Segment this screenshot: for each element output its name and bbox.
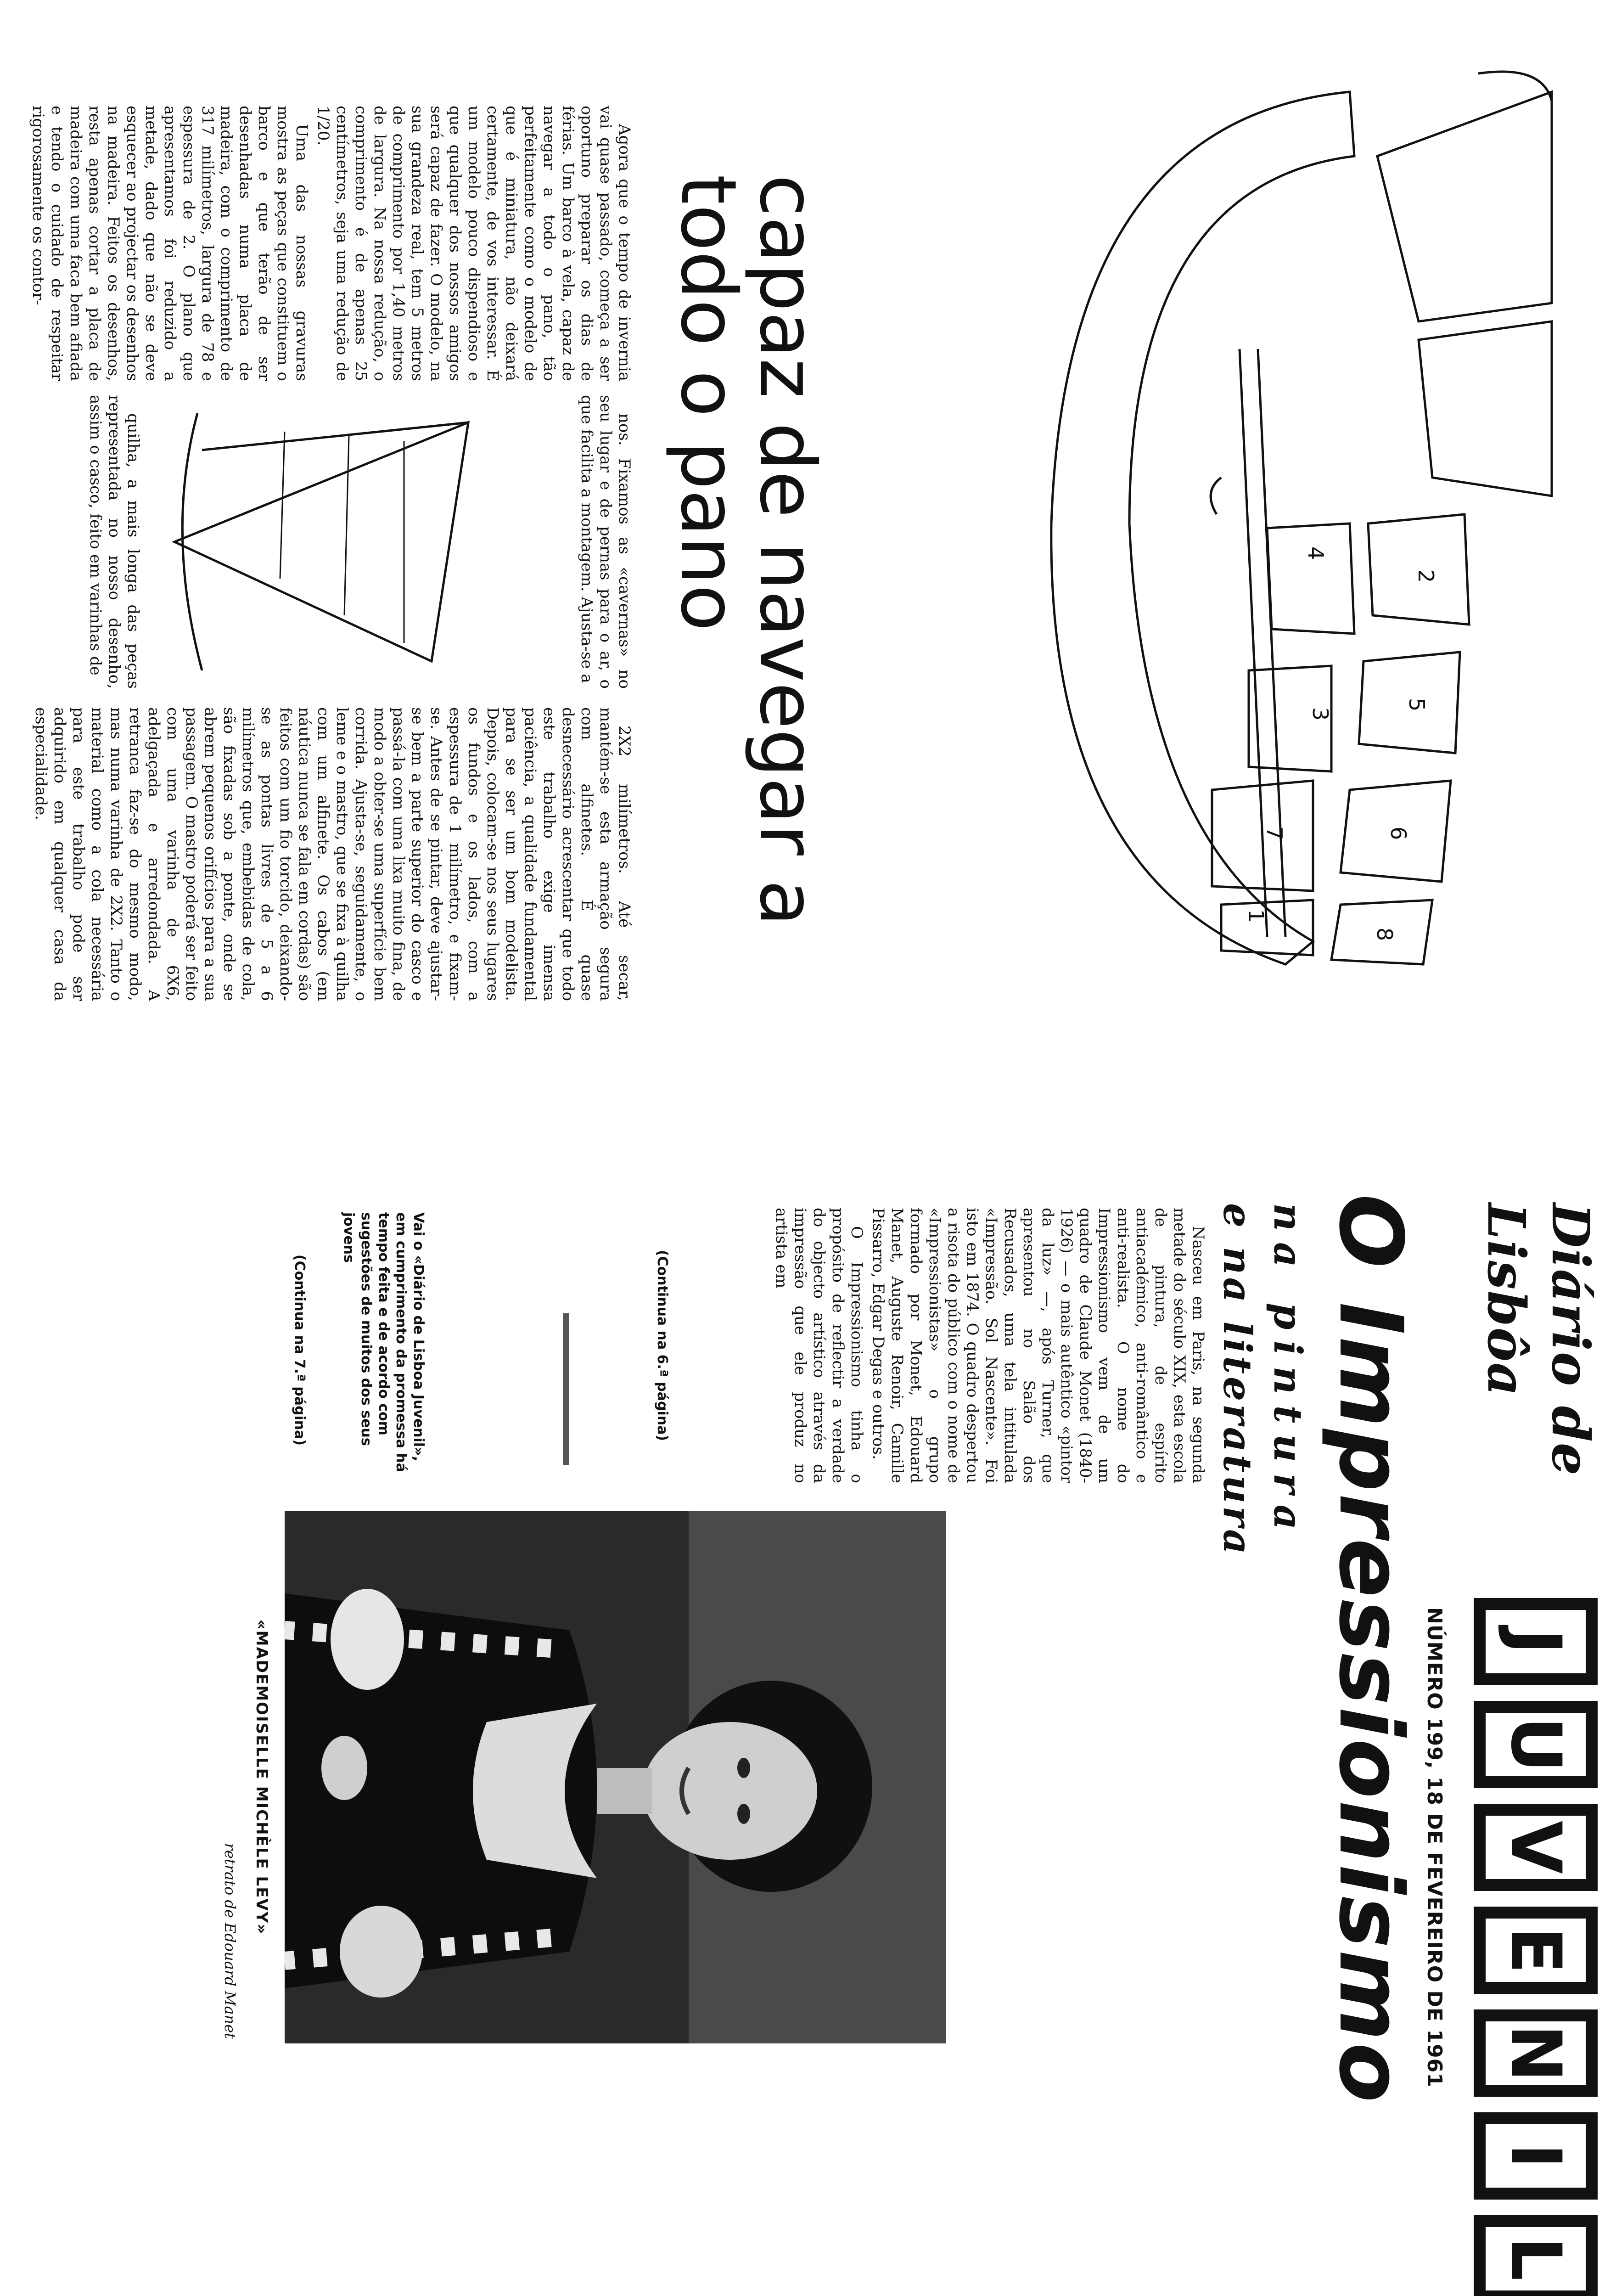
section-letter: V [1474, 1804, 1598, 1891]
masthead-title: Diário de Lisbôa [1476, 1203, 1600, 1477]
part-number: 6 [1386, 827, 1411, 840]
promo-paragraph: Vai o «Diário de Lisboa Juvenil», em cumprimento da promessa há tempo feita e de acordo com sugestões de muitos dos seus jovens [341, 1212, 426, 1473]
paragraph: Nasceu em Paris, na segunda metade do século XIX, esta escola de pintura, de espírito antiacadémico, anti-romântico e anti-realista. O nome do Impressionismo vem de um quadro de Claude Monet (1840-1926) — o mais autêntico «pintor da luz» —, após Turner, que apresentou no Salão dos Recusados, uma tela intitulada «Impressão. Sol Nascente». Foi isto em 1874. O quadro despertou a risota do público com o nome de «Impressionistas» o grupo formado por Monet, Edouard Manet, Auguste Renoir, Camille Pissarro, Edgar Degas e outros. [869, 1208, 1207, 1483]
portrait-illustration [285, 1511, 946, 2043]
continued-note: (Continua na 6.ª página) [654, 1249, 670, 1441]
section-letter: J [1474, 1598, 1598, 1685]
section-letter: I [1474, 2112, 1598, 2200]
section-letter: E [1474, 1907, 1598, 1994]
impressionism-subhead-literature: e na literatura [1215, 1203, 1260, 1557]
impressionism-subhead-painting: na pintura [1265, 1203, 1311, 1541]
paragraph: 2X2 milímetros. Até secar, mantém-se esta armação segura com alfinetes. É quase desnecessário acrescentar que todo este trabalho exige imensa paciência, a qualidade fundamental para se ser um bom modelista. Depois, colocam-se nos seus lugares os fundos e os lados, com a espessura de 1 milímetro, e fixam-se. Antes de se pintar, deve ajustar-se bem a parte superior do casco e passá-la com uma lixa muito fina, de modo a obter-se uma superfície bem corrida. Ajusta-se, seguidamente, o leme e o mastro, que se fixa à quilha com um alfinete. Os cabos (em náutica nunca se fala em cordas) são feitos com um fio torcido, deixando-se as pontas livres de 5 a 6 milímetros que, embebidas de cola, são fixadas sob a ponte, onde se abrem pequenos orifícios para a sua passagem. O mastro poderá ser feito com uma varinha de 6X6, adelgaçada e arredondada. A retranca faz-se do mesmo modo, mas numa varinha de 2X2. Tanto o material como a cola necessária para este trabalho pode ser adquirido em qualquer casa da especialidade. [32, 707, 634, 1001]
hull-outline [1051, 92, 1354, 964]
section-title-juvenil [1460, 1598, 1598, 2296]
hull-line [182, 413, 202, 670]
part-number: 1 [1244, 909, 1268, 923]
rudder-piece [1211, 478, 1221, 514]
continued-note: (Continua na 7.ª página) [292, 1254, 308, 1446]
sailboat-illustration [156, 395, 496, 689]
impressionism-headline: O Impressionismo [1320, 1194, 1421, 2105]
part-number: 3 [1308, 707, 1333, 721]
boat-column-2-bottom [50, 395, 142, 689]
frame-piece [1267, 523, 1354, 634]
boat-parts-diagram [1028, 64, 1570, 983]
part-number: 8 [1372, 928, 1397, 941]
paragraph: Uma das nossas gravuras mostra as peças que constituem o barco e que terão de ser desenhadas numa placa de madeira, com o comprimento de 317 milímetros, largura de 78 e espessura de 2. O plano que apresentamos foi reduzido a metade, dado que não se deve esquecer ao projectar os desenhos na madeira. Feitos os desenhos, resta apenas cortar a placa de madeira com uma faca bem afiada e tendo o cuidado de respeitar rigorosamente os contor- [29, 106, 311, 381]
deck-piece [1419, 321, 1552, 496]
boat-column-2-top [523, 395, 634, 689]
paragraph: Agora que o tempo de invernia vai quase passado, começa a ser oportuno preparar os dias de férias. Um barco à vela, capaz de navegar a todo o pano, tão perfeitamente como o modelo de que é miniatura, não deixará certamente, de vos interessar. É um modelo pouco dispendioso e que qualquer dos nossos amigos será capaz de fazer. O modelo, na sua grandeza real, tem 5 metros de comprimento por 1,40 metros de largura. Na nossa redução, o comprimento é de apenas 25 centímetros, seja uma redução de 1/20. [314, 106, 634, 381]
section-letter: U [1474, 1701, 1598, 1788]
portrait-photo [285, 1511, 946, 2043]
boat-column-3 [32, 707, 634, 1001]
part-number: 4 [1303, 546, 1328, 560]
portrait-credit: retrato de Edouard Manet [221, 1843, 239, 2039]
mast-line [202, 422, 468, 450]
part-number: 5 [1404, 698, 1429, 712]
issue-date-line: NÚMERO 199, 18 DE FEVEREIRO DE 1961 [1423, 1607, 1446, 2088]
boat-headline: capaz de navegar a todo o pano [664, 174, 831, 927]
paragraph: O Impressionismo tinha o propósito de reflectir a verdade do objecto artístico através da impressão que ele produz no artista em [772, 1208, 866, 1483]
part-number: 2 [1414, 569, 1438, 583]
section-letter: N [1474, 2009, 1598, 2097]
boat-column-1 [29, 106, 634, 381]
paragraph: nos. Fixamos as «cavernas» no seu lugar e de pernas para o ar, o que facilita a montagem. Ajusta-se a [578, 395, 634, 689]
portrait-caption: «MADEMOISELLE MICHÈLE LEVY» [252, 1619, 271, 1935]
part-number: 7 [1262, 827, 1287, 840]
deck-piece [1377, 92, 1552, 321]
paragraph: quilha, a mais longa das peças representada no nosso desenho, assim o casco, feito em varinhas de [86, 395, 142, 689]
section-letter: L [1474, 2215, 1598, 2296]
impressionism-body [675, 1208, 1207, 1483]
divider-rule [563, 1313, 569, 1465]
sail-outline [174, 422, 468, 661]
